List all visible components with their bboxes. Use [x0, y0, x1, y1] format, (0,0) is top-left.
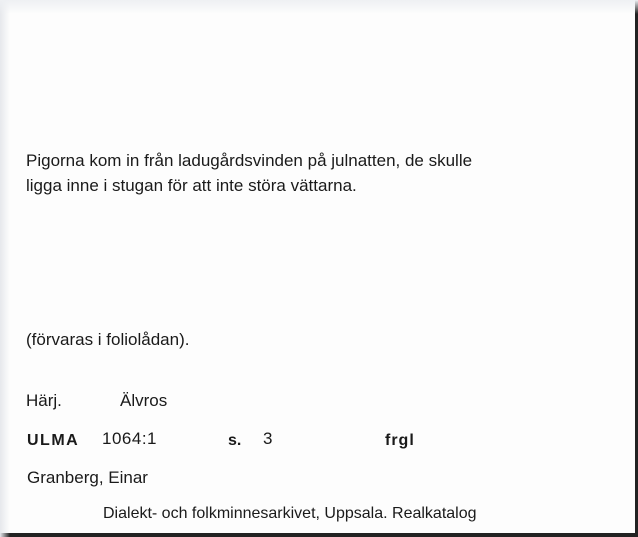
- archive-number: 1064:1: [102, 429, 157, 448]
- body-line-2: ligga inne i stugan för att inte störa vättarna.: [26, 176, 357, 195]
- archive-code: ULMA: [27, 432, 80, 449]
- page-number: 3: [263, 429, 273, 448]
- body-line-1: Pigorna kom in från ladugårdsvinden på julnatten, de skulle: [26, 151, 473, 170]
- archive-footer: Dialekt- och folkminnesarkivet, Uppsala. Realkatalog: [103, 505, 477, 522]
- region-label: Härj.: [26, 391, 62, 410]
- collector-name: Granberg, Einar: [27, 468, 148, 487]
- card-body-text: [26, 148, 472, 198]
- category-code: frgl: [385, 432, 415, 449]
- scan-shadow-left: [0, 0, 10, 537]
- scan-shadow-top: [0, 0, 638, 14]
- parish-name: Älvros: [120, 391, 168, 410]
- storage-note: (förvaras i foliolådan).: [26, 330, 190, 349]
- page-label: s.: [228, 432, 242, 449]
